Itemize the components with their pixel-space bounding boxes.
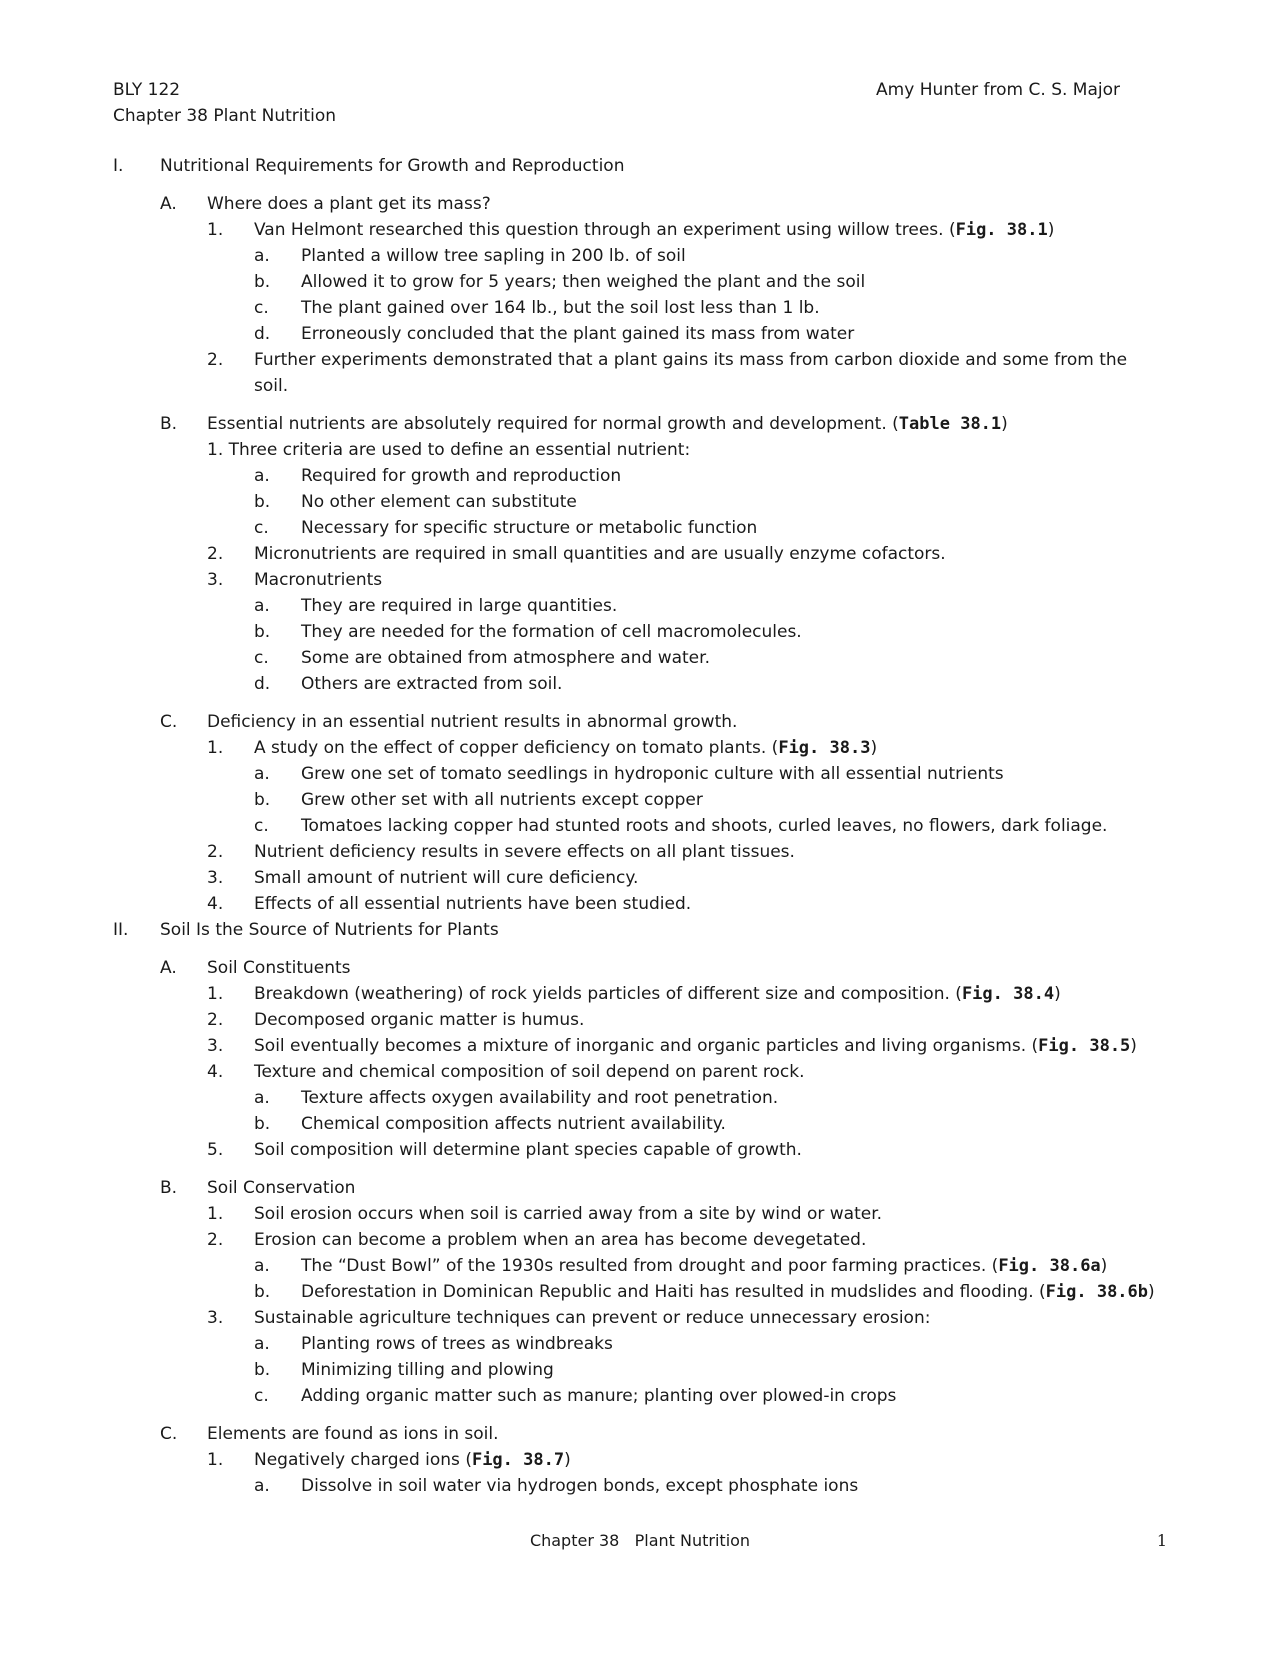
- outline-text: [160, 153, 624, 179]
- outline-text-main: Tomatoes lacking copper had stunted roots and shoots, curled leaves, no flowers, dark foliage.: [301, 816, 1108, 836]
- outline-item: [0, 1059, 1280, 1085]
- outline-item: [0, 295, 1280, 321]
- outline-item: [0, 437, 1280, 463]
- outline-item: [0, 593, 1280, 619]
- outline-text-main: Negatively charged ions (: [254, 1450, 472, 1470]
- outline-item: [0, 709, 1280, 735]
- outline-text: [301, 1331, 613, 1357]
- outline-marker: 1.: [207, 1204, 224, 1224]
- outline-text: [254, 891, 691, 917]
- outline-text: [301, 645, 710, 671]
- outline-text: [207, 1421, 499, 1447]
- outline-marker: 1.: [207, 984, 224, 1004]
- outline-item: [0, 735, 1280, 761]
- outline-text-main: Chemical composition affects nutrient availability.: [301, 1114, 726, 1134]
- outline-item: [0, 839, 1280, 865]
- outline-text: [301, 1111, 726, 1137]
- chapter-title: Chapter 38 Plant Nutrition: [113, 106, 337, 126]
- outline-text: [254, 839, 795, 865]
- outline-text-main: soil.: [254, 376, 289, 396]
- outline-item: [0, 1137, 1280, 1163]
- outline-text: [301, 489, 577, 515]
- outline-text-after: ): [564, 1450, 571, 1470]
- outline-marker: 5.: [207, 1140, 224, 1160]
- outline-item: [0, 463, 1280, 489]
- outline-marker: 4.: [207, 1062, 224, 1082]
- outline-text: [301, 1357, 554, 1383]
- outline-marker: I.: [113, 156, 124, 176]
- outline-marker: B.: [160, 414, 178, 434]
- figure-reference: Fig. 38.3: [778, 738, 871, 758]
- outline-item: [0, 645, 1280, 671]
- outline-marker: a.: [254, 1256, 270, 1276]
- outline-text: [254, 541, 946, 567]
- outline-text: [254, 1033, 1137, 1059]
- section-gap: [0, 1409, 1280, 1421]
- outline-item: [0, 619, 1280, 645]
- outline-marker: d.: [254, 324, 271, 344]
- outline-text: [301, 1279, 1155, 1305]
- outline-text-main: Nutrient deficiency results in severe effects on all plant tissues.: [254, 842, 795, 862]
- outline-marker: c.: [254, 1386, 269, 1406]
- author-credit: Amy Hunter from C. S. Major: [876, 80, 1120, 100]
- outline-marker: 3.: [207, 868, 224, 888]
- outline-item: [0, 153, 1280, 179]
- outline-text-main: Required for growth and reproduction: [301, 466, 622, 486]
- outline-marker: 1.: [207, 220, 224, 240]
- outline-text-main: Texture and chemical composition of soil depend on parent rock.: [254, 1062, 805, 1082]
- outline-text-main: Soil Is the Source of Nutrients for Plants: [160, 920, 499, 940]
- outline-text: [207, 191, 491, 217]
- outline-text-main: Sustainable agriculture techniques can prevent or reduce unnecessary erosion:: [254, 1308, 931, 1328]
- outline-text: [301, 1383, 896, 1409]
- outline-text: [254, 1227, 866, 1253]
- figure-reference: Table 38.1: [898, 414, 1002, 434]
- outline-text-main: Essential nutrients are absolutely required for normal growth and development. (: [207, 414, 899, 434]
- outline-item: [0, 347, 1280, 373]
- outline-text-main: Texture affects oxygen availability and root penetration.: [301, 1088, 779, 1108]
- outline-text: [254, 1447, 571, 1473]
- outline-marker: a.: [254, 246, 270, 266]
- outline-text-main: Deforestation in Dominican Republic and Haiti has resulted in mudslides and flooding. (: [301, 1282, 1046, 1302]
- outline-marker: C.: [160, 712, 178, 732]
- outline-marker: a.: [254, 1088, 270, 1108]
- outline-marker: a.: [254, 596, 270, 616]
- figure-reference: Fig. 38.6a: [998, 1256, 1101, 1276]
- outline-item: [0, 373, 1280, 399]
- outline-item: [0, 1111, 1280, 1137]
- outline-text: [301, 813, 1107, 839]
- outline-text: [301, 1473, 858, 1499]
- outline-text-main: Allowed it to grow for 5 years; then weighed the plant and the soil: [301, 272, 866, 292]
- section-gap: [0, 179, 1280, 191]
- outline-marker: 2.: [207, 544, 224, 564]
- outline-marker: 2.: [207, 842, 224, 862]
- outline-marker: A.: [160, 958, 177, 978]
- outline-item: [0, 955, 1280, 981]
- figure-reference: Fig. 38.6b: [1045, 1282, 1149, 1302]
- footer-title: Chapter 38 Plant Nutrition: [529, 1531, 751, 1550]
- outline-item: [0, 761, 1280, 787]
- outline-text: [254, 865, 638, 891]
- outline-text: [301, 1253, 1107, 1279]
- outline-item: [0, 1175, 1280, 1201]
- outline-text: [207, 1175, 355, 1201]
- outline-text: [254, 217, 1054, 243]
- outline-text-main: Minimizing tilling and plowing: [301, 1360, 554, 1380]
- outline-text-main: Further experiments demonstrated that a plant gains its mass from carbon dioxide and some from the: [254, 350, 1128, 370]
- outline-text: [301, 321, 854, 347]
- outline-item: [0, 567, 1280, 593]
- section-gap: [0, 1163, 1280, 1175]
- figure-reference: Fig. 38.1: [955, 220, 1048, 240]
- outline-item: [0, 813, 1280, 839]
- outline-text-main: Decomposed organic matter is humus.: [254, 1010, 585, 1030]
- outline-text-after: ): [1001, 414, 1008, 434]
- outline-marker: 2.: [207, 1230, 224, 1250]
- outline-item: [0, 1357, 1280, 1383]
- outline-text-main: They are required in large quantities.: [301, 596, 618, 616]
- outline-text: [301, 463, 621, 489]
- outline-marker: b.: [254, 272, 271, 292]
- outline-text-main: Deficiency in an essential nutrient results in abnormal growth.: [207, 712, 738, 732]
- outline-marker: 1.: [207, 738, 224, 758]
- outline-text: [254, 981, 1061, 1007]
- outline-item: [0, 217, 1280, 243]
- outline-marker: B.: [160, 1178, 178, 1198]
- outline-text-main: Soil eventually becomes a mixture of inorganic and organic particles and living organisms. (: [254, 1036, 1039, 1056]
- outline-text-main: Erosion can become a problem when an area has become devegetated.: [254, 1230, 867, 1250]
- outline-text-main: Some are obtained from atmosphere and water.: [301, 648, 710, 668]
- outline-marker: c.: [254, 518, 269, 538]
- outline-item: [0, 1305, 1280, 1331]
- outline-marker: 3.: [207, 1308, 224, 1328]
- outline-text-main: Others are extracted from soil.: [301, 674, 563, 694]
- section-gap: [0, 943, 1280, 955]
- outline-text-main: Small amount of nutrient will cure deficiency.: [254, 868, 639, 888]
- outline-marker: C.: [160, 1424, 178, 1444]
- outline-text-main: Dissolve in soil water via hydrogen bonds, except phosphate ions: [301, 1476, 859, 1496]
- outline-item: [0, 1085, 1280, 1111]
- outline-marker: II.: [113, 920, 129, 940]
- outline-text-main: Elements are found as ions in soil.: [207, 1424, 499, 1444]
- outline-item: [0, 541, 1280, 567]
- outline-item: [0, 671, 1280, 697]
- outline-item: [0, 1253, 1280, 1279]
- outline-item: [0, 1331, 1280, 1357]
- outline-text-main: Effects of all essential nutrients have been studied.: [254, 894, 692, 914]
- outline-text-main: Adding organic matter such as manure; planting over plowed-in crops: [301, 1386, 897, 1406]
- section-gap: [0, 697, 1280, 709]
- outline-text-main: They are needed for the formation of cell macromolecules.: [301, 622, 802, 642]
- outline-item: [0, 1201, 1280, 1227]
- outline-item: [0, 1473, 1280, 1499]
- outline-text-main: Erroneously concluded that the plant gained its mass from water: [301, 324, 855, 344]
- outline-text-main: Nutritional Requirements for Growth and Reproduction: [160, 156, 625, 176]
- outline-item: [0, 411, 1280, 437]
- outline-text-main: A study on the effect of copper deficiency on tomato plants. (: [254, 738, 779, 758]
- outline-text-main: Necessary for specific structure or metabolic function: [301, 518, 758, 538]
- outline-text: [160, 917, 499, 943]
- outline: [0, 153, 1280, 1499]
- outline-marker: A.: [160, 194, 177, 214]
- outline-text: [254, 735, 877, 761]
- outline-text: [301, 243, 686, 269]
- outline-text-main: Where does a plant get its mass?: [207, 194, 491, 214]
- outline-item: [0, 269, 1280, 295]
- outline-text-main: Soil composition will determine plant species capable of growth.: [254, 1140, 802, 1160]
- outline-text-main: Soil erosion occurs when soil is carried away from a site by wind or water.: [254, 1204, 883, 1224]
- outline-text: [301, 269, 865, 295]
- outline-item: [0, 1383, 1280, 1409]
- outline-text-after: ): [1100, 1256, 1108, 1276]
- outline-text-after: ): [1047, 220, 1055, 240]
- outline-text-after: ): [1130, 1036, 1137, 1056]
- outline-text: [254, 1059, 805, 1085]
- page-number: 1: [1156, 1531, 1167, 1550]
- outline-item: [0, 191, 1280, 217]
- outline-item: [0, 891, 1280, 917]
- outline-text: [254, 347, 1127, 373]
- outline-text-main: Grew one set of tomato seedlings in hydroponic culture with all essential nutrients: [301, 764, 1004, 784]
- outline-item: [0, 865, 1280, 891]
- outline-marker: 3.: [207, 570, 224, 590]
- outline-marker: 1.: [207, 1450, 224, 1470]
- outline-marker: c.: [254, 816, 269, 836]
- outline-marker: d.: [254, 674, 271, 694]
- outline-marker: c.: [254, 298, 269, 318]
- outline-text: [301, 593, 617, 619]
- outline-marker: c.: [254, 648, 269, 668]
- outline-text: [254, 1201, 882, 1227]
- outline-marker: b.: [254, 1114, 271, 1134]
- outline-item: [0, 787, 1280, 813]
- outline-item: [0, 1421, 1280, 1447]
- outline-item: [0, 1279, 1280, 1305]
- outline-marker: b.: [254, 492, 271, 512]
- outline-item: [0, 1033, 1280, 1059]
- outline-text-after: ): [1148, 1282, 1155, 1302]
- outline-text-main: No other element can substitute: [301, 492, 577, 512]
- outline-text-main: Macronutrients: [254, 570, 383, 590]
- outline-text-main: Micronutrients are required in small quantities and are usually enzyme cofactors.: [254, 544, 946, 564]
- outline-text: [301, 295, 820, 321]
- outline-marker: 4.: [207, 894, 224, 914]
- outline-marker: 2.: [207, 1010, 224, 1030]
- outline-marker: b.: [254, 1360, 271, 1380]
- outline-text: [254, 567, 382, 593]
- outline-text: [301, 787, 703, 813]
- outline-text: [254, 373, 288, 399]
- outline-text: [301, 671, 562, 697]
- outline-text: [254, 1305, 930, 1331]
- section-gap: [0, 399, 1280, 411]
- outline-text-after: ): [870, 738, 878, 758]
- outline-text: [207, 437, 690, 463]
- outline-text: [207, 955, 351, 981]
- figure-reference: Fig. 38.7: [471, 1450, 565, 1470]
- outline-text-main: Soil Constituents: [207, 958, 351, 978]
- outline-marker: a.: [254, 1334, 270, 1354]
- outline-marker: 3.: [207, 1036, 224, 1056]
- outline-text-main: Soil Conservation: [207, 1178, 356, 1198]
- outline-marker: a.: [254, 764, 270, 784]
- outline-item: [0, 1447, 1280, 1473]
- outline-item: [0, 1227, 1280, 1253]
- outline-text-main: The plant gained over 164 lb., but the soil lost less than 1 lb.: [301, 298, 820, 318]
- outline-text-after: ): [1054, 984, 1061, 1004]
- outline-marker: a.: [254, 466, 270, 486]
- outline-marker: b.: [254, 790, 271, 810]
- outline-text: [301, 619, 802, 645]
- outline-text: [301, 515, 757, 541]
- course-code: BLY 122: [113, 80, 181, 100]
- figure-reference: Fig. 38.5: [1038, 1036, 1131, 1056]
- outline-text: [207, 709, 737, 735]
- outline-text-main: Van Helmont researched this question through an experiment using willow trees. (: [254, 220, 956, 240]
- outline-marker: b.: [254, 622, 271, 642]
- outline-text: [254, 1137, 802, 1163]
- outline-item: [0, 243, 1280, 269]
- outline-item: [0, 917, 1280, 943]
- outline-text-main: 1. Three criteria are used to define an essential nutrient:: [207, 440, 691, 460]
- outline-item: [0, 1007, 1280, 1033]
- outline-text-main: Planting rows of trees as windbreaks: [301, 1334, 613, 1354]
- figure-reference: Fig. 38.4: [961, 984, 1055, 1004]
- outline-text-main: Planted a willow tree sapling in 200 lb. of soil: [301, 246, 686, 266]
- outline-marker: a.: [254, 1476, 270, 1496]
- outline-text: [301, 761, 1004, 787]
- outline-text-main: Breakdown (weathering) of rock yields particles of different size and composition. (: [254, 984, 962, 1004]
- outline-text: [254, 1007, 584, 1033]
- outline-item: [0, 515, 1280, 541]
- outline-item: [0, 981, 1280, 1007]
- outline-marker: 2.: [207, 350, 224, 370]
- outline-text-main: The “Dust Bowl” of the 1930s resulted from drought and poor farming practices. (: [301, 1256, 999, 1276]
- outline-item: [0, 321, 1280, 347]
- outline-text: [301, 1085, 778, 1111]
- header-left: [113, 77, 336, 129]
- outline-item: [0, 489, 1280, 515]
- outline-marker: b.: [254, 1282, 271, 1302]
- outline-text: [207, 411, 1008, 437]
- outline-text-main: Grew other set with all nutrients except copper: [301, 790, 703, 810]
